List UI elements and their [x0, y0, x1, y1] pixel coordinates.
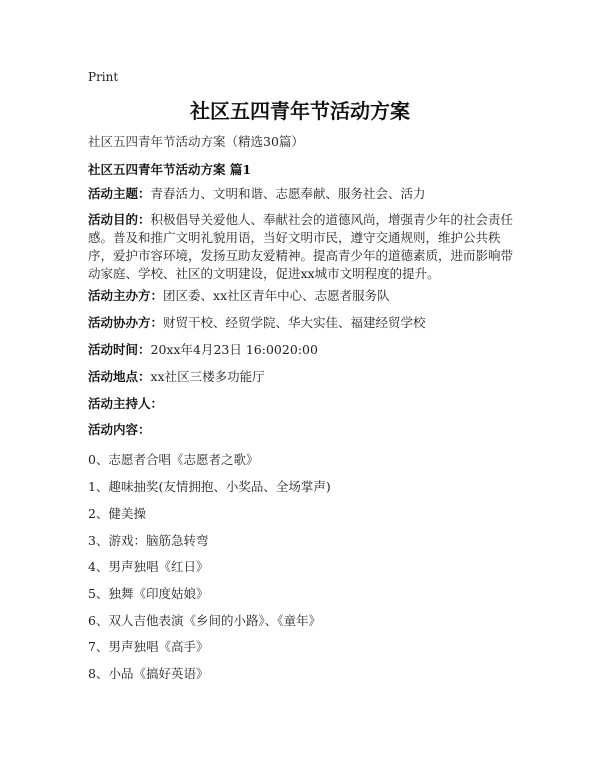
list-item: 4、男声独唱《红日》	[88, 559, 209, 574]
field-location-label: 活动地点：	[88, 369, 151, 384]
field-theme	[88, 185, 518, 203]
field-organizer-value: 团区委、xx社区青年中心、志愿者服务队	[163, 288, 390, 303]
field-theme-label: 活动主题：	[88, 186, 151, 201]
print-label[interactable]: Print	[88, 70, 119, 84]
field-content	[88, 421, 518, 439]
field-time-label: 活动时间：	[88, 342, 151, 357]
list-item: 8、小品《搞好英语》	[88, 666, 209, 681]
field-organizer-label: 活动主办方：	[88, 288, 164, 303]
field-host-label: 活动主持人：	[88, 396, 164, 411]
page-title: 社区五四青年节活动方案	[190, 99, 410, 123]
field-host	[88, 395, 518, 413]
field-location-value: xx社区三楼多功能厅	[150, 369, 265, 384]
field-time-value: 20xx年4月23日 16:0020:00	[150, 342, 318, 357]
list-item: 6、双人吉他表演《乡间的小路》、《童年》	[88, 613, 321, 628]
field-co-organizer	[88, 314, 518, 332]
field-purpose-label: 活动目的：	[88, 212, 151, 227]
field-content-label: 活动内容：	[88, 422, 151, 437]
list-item: 3、游戏：脑筋急转弯	[88, 533, 209, 548]
list-item: 1、趣味抽奖(友情拥抱、小奖品、全场掌声)	[88, 479, 331, 494]
field-theme-value: 青春活力、文明和谐、志愿奉献、服务社会、活力	[150, 186, 426, 201]
field-co-organizer-label: 活动协办方：	[88, 315, 164, 330]
list-item: 2、健美操	[88, 506, 146, 521]
section-heading: 社区五四青年节活动方案 篇1	[88, 162, 252, 177]
field-purpose	[88, 211, 518, 283]
field-location	[88, 368, 518, 386]
field-organizer	[88, 287, 518, 305]
list-item: 5、独舞《印度姑娘》	[88, 586, 209, 601]
document-subtitle: 社区五四青年节活动方案（精选30篇）	[88, 134, 304, 149]
list-item: 7、男声独唱《高手》	[88, 639, 209, 654]
field-purpose-value: 积极倡导关爱他人、奉献社会的道德风尚，增强青少年的社会责任感。普及和推广文明礼貌用语，当好文明市民，遵守交通规则，维护公共秩序，爱护市容环境，发扬互助友爱精神。提高青少年的道德素质，进而影响带动家庭、学校、社区的文明建设，促进xx城市文明程度的提升。	[88, 212, 514, 281]
field-co-organizer-value: 财贸干校、经贸学院、华大实佳、福建经贸学校	[163, 315, 426, 330]
list-item: 0、志愿者合唱《志愿者之歌》	[88, 452, 259, 467]
field-time	[88, 341, 518, 359]
